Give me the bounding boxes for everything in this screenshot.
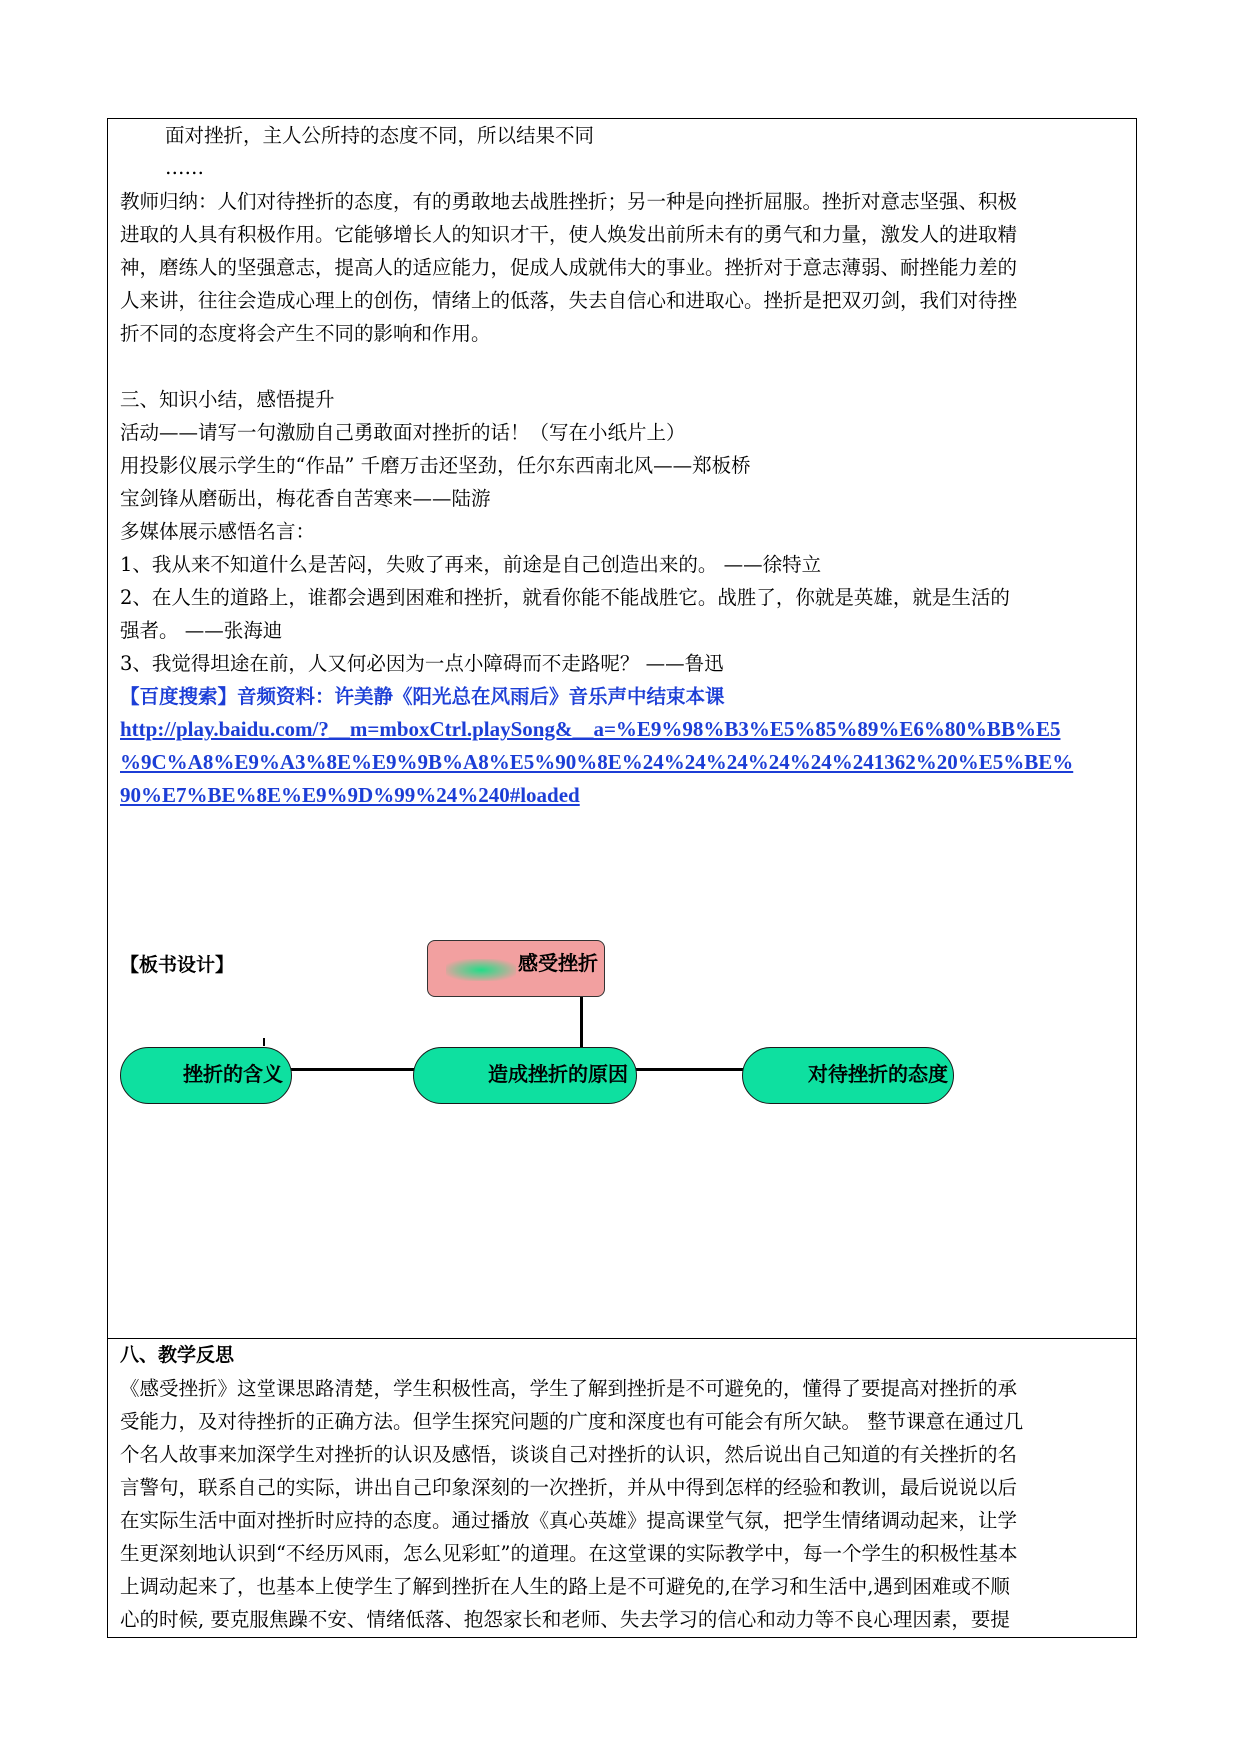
audio-link[interactable]: 90%E7%BE%8E%E9%9D%99%24%240#loaded <box>120 783 580 807</box>
reflection-line: 《感受挫折》这堂课思路清楚，学生积极性高，学生了解到挫折是不可避免的，懂得了要提高对挫折的承 <box>120 1377 1018 1400</box>
node-causes-label: 造成挫折的原因 <box>488 1062 628 1086</box>
text-line: …… <box>165 156 204 179</box>
text-line: 折不同的态度将会产生不同的影响和作用。 <box>120 322 491 345</box>
text-line: 神，磨练人的坚强意志，提高人的适应能力，促成人成就伟大的事业。挫折对于意志薄弱、耐挫能力差的 <box>120 256 1018 279</box>
connector-vertical <box>580 997 583 1049</box>
reflection-heading: 八、教学反思 <box>120 1344 235 1366</box>
text-line: 人来讲，往往会造成心理上的创伤，情绪上的低落，失去自信心和进取心。挫折是把双刃剑，我们对待挫 <box>120 289 1018 312</box>
baidu-search-note: 【百度搜索】音频资料：许美静《阳光总在风雨后》音乐声中结束本课 <box>120 685 725 708</box>
text-line: 面对挫折，主人公所持的态度不同，所以结果不同 <box>165 124 595 147</box>
reflection-line: 个名人故事来加深学生对挫折的认识及感悟，谈谈自己对挫折的认识，然后说出自己知道的有关挫折的名 <box>120 1443 1018 1466</box>
audio-link[interactable]: http://play.baidu.com/?__m=mboxCtrl.playSong&__a=%E9%98%B3%E5%85%89%E6%80%BB%E5 <box>120 717 1061 741</box>
text-line: 宝剑锋从磨砺出，梅花香自苦寒来——陆游 <box>120 487 491 510</box>
text-line: 多媒体展示感悟名言： <box>120 520 316 543</box>
connector-tick <box>263 1038 265 1046</box>
text-line: 教师归纳：人们对待挫折的态度，有的勇敢地去战胜挫折；另一种是向挫折屈服。挫折对意志坚强、积极 <box>120 190 1018 213</box>
reflection-line: 受能力，及对待挫折的正确方法。但学生探究问题的广度和深度也有可能会有所欠缺。 整节课意在通过几 <box>120 1410 1024 1433</box>
text-line: 活动——请写一句激励自己勇敢面对挫折的话！（写在小纸片上） <box>120 421 686 444</box>
quote-line: 强者。 ——张海迪 <box>120 619 283 642</box>
quote-line: 1、我从来不知道什么是苦闷，失败了再来，前途是自己创造出来的。 ——徐特立 <box>120 553 822 576</box>
reflection-line: 言警句，联系自己的实际，讲出自己印象深刻的一次挫折，并从中得到怎样的经验和教训，最后说说以后 <box>120 1476 1018 1499</box>
reflection-line: 上调动起来了，也基本上使学生了解到挫折在人生的路上是不可避免的,在学习和生活中,遇到困难或不顺 <box>120 1575 1010 1598</box>
quote-line: 2、在人生的道路上，谁都会遇到困难和挫折，就看你能不能战胜它。战胜了，你就是英雄，就是生活的 <box>120 586 1010 609</box>
text-line: 进取的人具有积极作用。它能够增长人的知识才干，使人焕发出前所未有的勇气和力量，激发人的进取精 <box>120 223 1018 246</box>
connector-left <box>280 1068 417 1071</box>
node-attitude-label: 对待挫折的态度 <box>808 1062 948 1086</box>
box-highlight <box>446 959 516 981</box>
node-meaning-label: 挫折的含义 <box>183 1062 283 1086</box>
text-line: 用投影仪展示学生的“作品” 千磨万击还坚劲，任尔东西南北风——郑板桥 <box>120 454 751 477</box>
section-heading: 三、知识小结，感悟提升 <box>120 388 335 411</box>
connector-right <box>625 1068 747 1071</box>
reflection-line: 在实际生活中面对挫折时应持的态度。通过播放《真心英雄》提高课堂气氛，把学生情绪调动起来，让学 <box>120 1509 1018 1532</box>
reflection-line: 心的时候, 要克服焦躁不安、情绪低落、抱怨家长和老师、失去学习的信心和动力等不良心理因素，要提 <box>120 1608 1010 1631</box>
board-design-heading: 【板书设计】 <box>120 954 235 976</box>
reflection-line: 生更深刻地认识到“不经历风雨，怎么见彩虹”的道理。在这堂课的实际教学中，每一个学生的积极性基本 <box>120 1542 1018 1565</box>
quote-line: 3、我觉得坦途在前，人又何必因为一点小障碍而不走路呢？ ——鲁迅 <box>120 652 724 675</box>
audio-link[interactable]: %9C%A8%E9%A3%8E%E9%9B%A8%E5%90%8E%24%24%24%24%24%241362%20%E5%BE% <box>120 750 1074 774</box>
center-topic-label: 感受挫折 <box>518 951 598 975</box>
